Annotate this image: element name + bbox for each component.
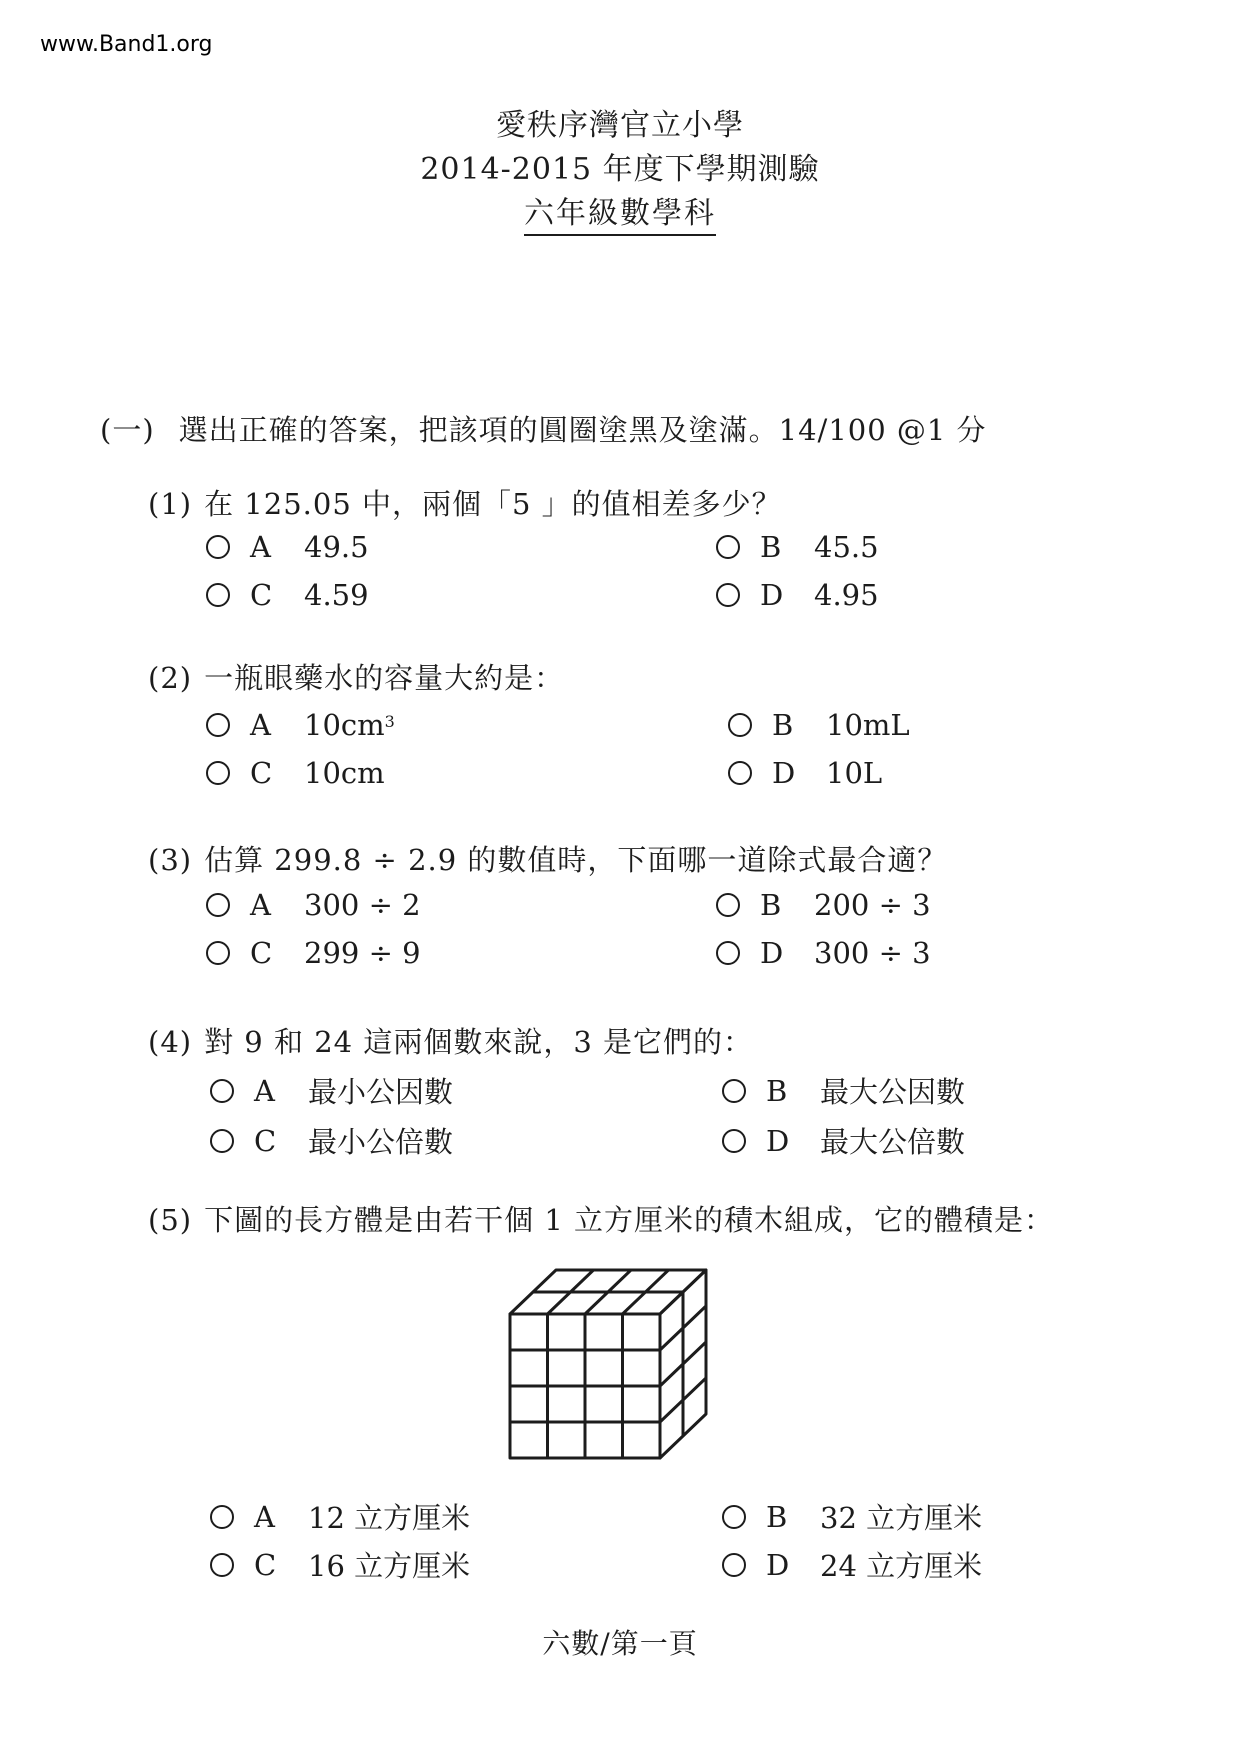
option-letter: D [772,756,796,790]
answer-bubble[interactable] [728,713,752,737]
option-value: 12 立方厘米 [308,1501,471,1535]
answer-bubble[interactable] [722,1129,746,1153]
section-number: (一) [100,413,155,447]
q5-option-a[interactable] [210,1496,470,1537]
q2-option-b[interactable] [728,708,910,742]
q5-option-d[interactable] [722,1544,982,1585]
option-value: 45.5 [814,530,879,564]
option-value: 16 立方厘米 [308,1549,471,1583]
question-2 [148,656,564,697]
option-value: 最大公因數 [820,1075,966,1109]
option-value: 49.5 [304,530,369,564]
question-text: 估算 299.8 ÷ 2.9 的數值時，下面哪一道除式最合適？ [204,843,948,877]
subject-title: 六年級數學科 [524,188,716,236]
option-letter: A [250,530,271,564]
option-letter: A [250,708,271,742]
question-number: (4) [148,1025,193,1059]
option-value: 24 立方厘米 [820,1549,983,1583]
answer-bubble[interactable] [206,535,230,559]
option-value: 最小公因數 [308,1075,454,1109]
answer-bubble[interactable] [206,761,230,785]
q2-option-a[interactable] [206,708,395,742]
option-value: 最大公倍數 [820,1125,966,1159]
question-text: 在 125.05 中，兩個「5 」的值相差多少？ [204,487,782,521]
cuboid-diagram [500,1258,740,1468]
q1-option-b[interactable] [716,530,879,564]
question-number: (5) [148,1203,193,1237]
q2-option-c[interactable] [206,756,385,790]
exam-title: 2014-2015 年度下學期測驗 [420,152,820,187]
option-value: 4.95 [814,578,879,612]
option-value: 10cm [304,708,385,742]
answer-bubble[interactable] [210,1505,234,1529]
q5-option-c[interactable] [210,1544,470,1585]
q3-option-b[interactable] [716,888,931,922]
answer-bubble[interactable] [716,893,740,917]
answer-bubble[interactable] [210,1129,234,1153]
answer-bubble[interactable] [206,713,230,737]
option-letter: A [254,1073,275,1108]
q4-option-c[interactable] [210,1120,453,1161]
option-letter: C [250,756,273,790]
option-letter: D [766,1547,790,1582]
answer-bubble[interactable] [206,893,230,917]
question-5 [148,1198,1054,1239]
question-number: (2) [148,661,193,695]
answer-bubble[interactable] [210,1079,234,1103]
option-letter: D [760,578,784,612]
option-letter: B [772,708,794,742]
option-letter: D [760,936,784,970]
option-value: 300 ÷ 3 [814,936,931,970]
q1-option-d[interactable] [716,578,879,612]
q1-option-a[interactable] [206,530,369,564]
option-letter: C [250,578,273,612]
q4-option-b[interactable] [722,1070,965,1111]
option-letter: C [254,1547,277,1582]
option-letter: A [250,888,271,922]
option-letter: C [250,936,273,970]
watermark: www.Band1.org [40,32,213,57]
question-text: 下圖的長方體是由若干個 1 立方厘米的積木組成，它的體積是： [204,1203,1054,1237]
q3-option-d[interactable] [716,936,931,970]
question-text: 對 9 和 24 這兩個數來說，3 是它們的： [204,1025,753,1059]
question-number: (1) [148,487,193,521]
option-value: 299 ÷ 9 [304,936,421,970]
option-letter: B [760,888,782,922]
option-value: 最小公倍數 [308,1125,454,1159]
page-footer: 六數/第一頁 [542,1627,698,1660]
option-value: 300 ÷ 2 [304,888,421,922]
question-1 [148,482,782,523]
option-letter: B [766,1073,788,1108]
answer-bubble[interactable] [722,1505,746,1529]
answer-bubble[interactable] [728,761,752,785]
answer-bubble[interactable] [722,1553,746,1577]
option-value: 10cm [304,756,385,790]
q4-option-d[interactable] [722,1120,965,1161]
q3-option-c[interactable] [206,936,421,970]
question-text: 一瓶眼藥水的容量大約是： [204,661,565,695]
question-number: (3) [148,843,193,877]
question-3 [148,838,947,879]
answer-bubble[interactable] [206,583,230,607]
option-letter: C [254,1123,277,1158]
option-value: 200 ÷ 3 [814,888,931,922]
question-4 [148,1020,753,1061]
option-value: 10mL [826,708,910,742]
school-name: 愛秩序灣官立小學 [496,108,744,143]
section-heading [100,408,987,449]
superscript: 3 [384,711,395,731]
answer-bubble[interactable] [716,535,740,559]
option-value: 10L [826,756,883,790]
option-letter: A [254,1499,275,1534]
option-letter: D [766,1123,790,1158]
answer-bubble[interactable] [716,583,740,607]
answer-bubble[interactable] [206,941,230,965]
q4-option-a[interactable] [210,1070,453,1111]
q3-option-a[interactable] [206,888,421,922]
answer-bubble[interactable] [716,941,740,965]
option-letter: B [760,530,782,564]
option-value: 32 立方厘米 [820,1501,983,1535]
q1-option-c[interactable] [206,578,369,612]
option-value: 4.59 [304,578,369,612]
section-instruction: 選出正確的答案，把該項的圓圈塗黑及塗滿。14/100 @1 分 [178,413,987,447]
q2-option-d[interactable] [728,756,882,790]
answer-bubble[interactable] [722,1079,746,1103]
q5-option-b[interactable] [722,1496,982,1537]
answer-bubble[interactable] [210,1553,234,1577]
option-letter: B [766,1499,788,1534]
